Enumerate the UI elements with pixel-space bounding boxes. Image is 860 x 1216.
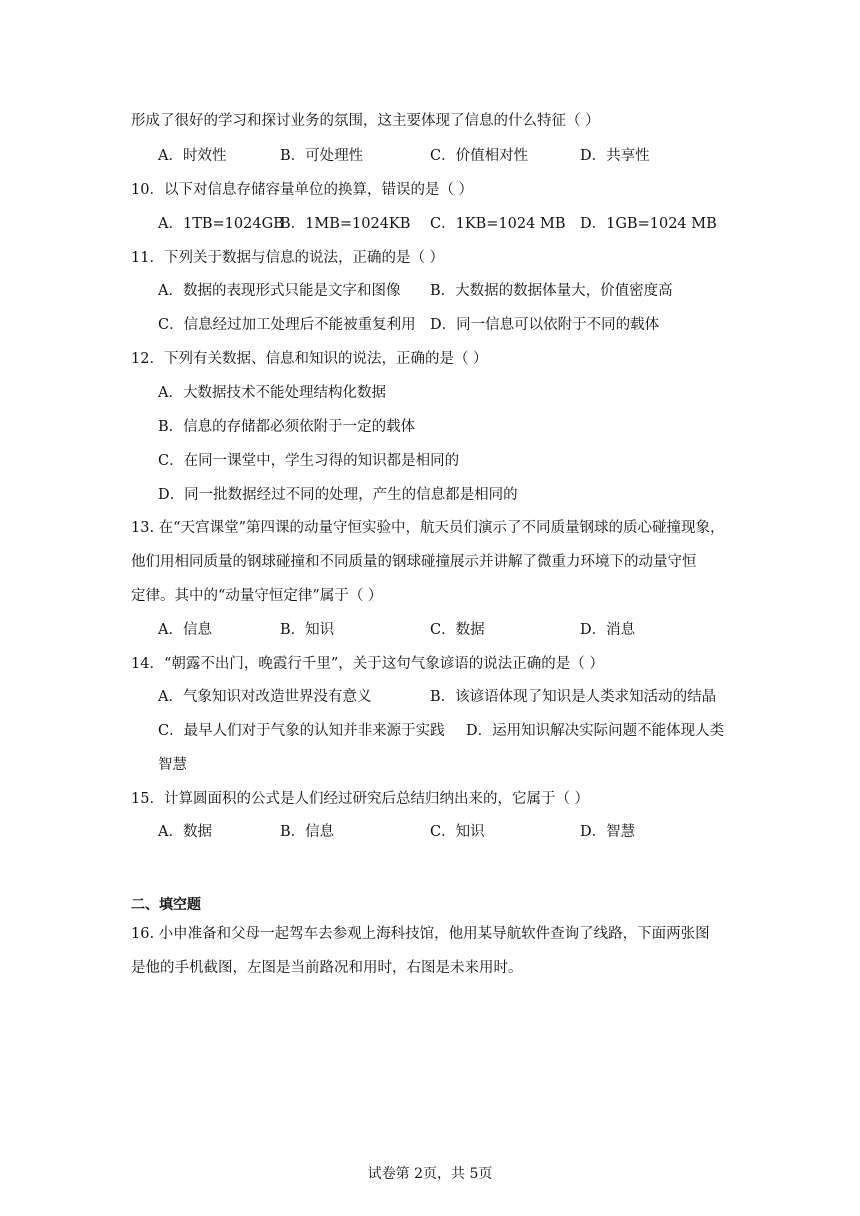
q11-option-c: C．信息经过加工处理后不能被重复利用 — [158, 317, 416, 333]
q9-option-c: C．价值相对性 — [430, 148, 529, 164]
q10-option-b: B．1MB=1024KB — [280, 216, 411, 232]
q13-option-d: D．消息 — [580, 622, 636, 638]
q16-stem-line-1: 16. 小申准备和父母一起驾车去参观上海科技馆，他用某导航软件查询了线路，下面两张图 — [131, 926, 710, 942]
q13-option-b: B．知识 — [280, 622, 335, 638]
q11-option-a: A．数据的表现形式只能是文字和图像 — [158, 283, 401, 299]
q11-stem: 11．下列关于数据与信息的说法，正确的是（ ） — [131, 250, 445, 266]
q15-option-a: A．数据 — [158, 824, 212, 840]
q13-option-a: A．信息 — [158, 622, 212, 638]
q10-stem: 10．以下对信息存储容量单位的换算，错误的是（ ） — [131, 182, 474, 198]
q15-option-b: B．信息 — [280, 824, 335, 840]
q15-option-d: D．智慧 — [580, 824, 636, 840]
q15-stem: 15．计算圆面积的公式是人们经过研究后总结归纳出来的，它属于（ ） — [131, 791, 590, 807]
q14-option-d: D．运用知识解决实际问题不能体现人类 — [466, 723, 725, 739]
section-heading: 二、填空题 — [131, 897, 201, 913]
q9-stem-continuation: 形成了很好的学习和探讨业务的氛围，这主要体现了信息的什么特征（ ） — [131, 113, 600, 129]
q16-stem-line-2: 是他的手机截图，左图是当前路况和用时，右图是未来用时。 — [131, 960, 523, 976]
q11-option-b: B．大数据的数据体量大，价值密度高 — [430, 283, 673, 299]
q14-stem: 14．“朝露不出门，晚霞行千里”，关于这句气象谚语的说法正确的是（ ） — [131, 656, 604, 672]
q13-stem-line-1: 13. 在“天宫课堂”第四课的动量守恒实验中，航天员们演示了不同质量钢球的质心碰撞现象， — [131, 520, 725, 536]
q11-option-d: D．同一信息可以依附于不同的载体 — [430, 317, 660, 333]
q13-option-c: C．数据 — [430, 622, 485, 638]
q15-option-c: C．知识 — [430, 824, 485, 840]
q9-option-a: A．时效性 — [158, 148, 227, 164]
q14-option-d-wrap: 智慧 — [158, 757, 187, 773]
q12-option-a: A．大数据技术不能处理结构化数据 — [158, 385, 386, 401]
q12-stem: 12．下列有关数据、信息和知识的说法，正确的是（ ） — [131, 351, 488, 367]
q9-option-b: B．可处理性 — [280, 148, 364, 164]
q12-option-b: B．信息的存储都必须依附于一定的载体 — [158, 419, 416, 435]
q10-option-c: C．1KB=1024 MB — [430, 216, 566, 232]
q14-option-b: B．该谚语体现了知识是人类求知活动的结晶 — [430, 689, 717, 705]
q13-stem-line-3: 定律。其中的“动量守恒定律”属于（ ） — [131, 588, 383, 604]
q9-option-d: D．共享性 — [580, 148, 650, 164]
q12-option-c: C．在同一课堂中，学生习得的知识都是相同的 — [158, 453, 460, 469]
q14-option-c: C．最早人们对于气象的认知并非来源于实践 — [158, 723, 445, 739]
q14-option-a: A．气象知识对改造世界没有意义 — [158, 689, 372, 705]
page-footer: 试卷第 2页，共 5页 — [367, 1166, 493, 1182]
q13-stem-line-2: 他们用相同质量的钢球碰撞和不同质量的钢球碰撞展示并讲解了微重力环境下的动量守恒 — [131, 554, 697, 570]
q10-option-a: A．1TB=1024GB — [158, 216, 284, 232]
q10-option-d: D．1GB=1024 MB — [580, 216, 717, 232]
q12-option-d: D．同一批数据经过不同的处理，产生的信息都是相同的 — [158, 487, 518, 503]
